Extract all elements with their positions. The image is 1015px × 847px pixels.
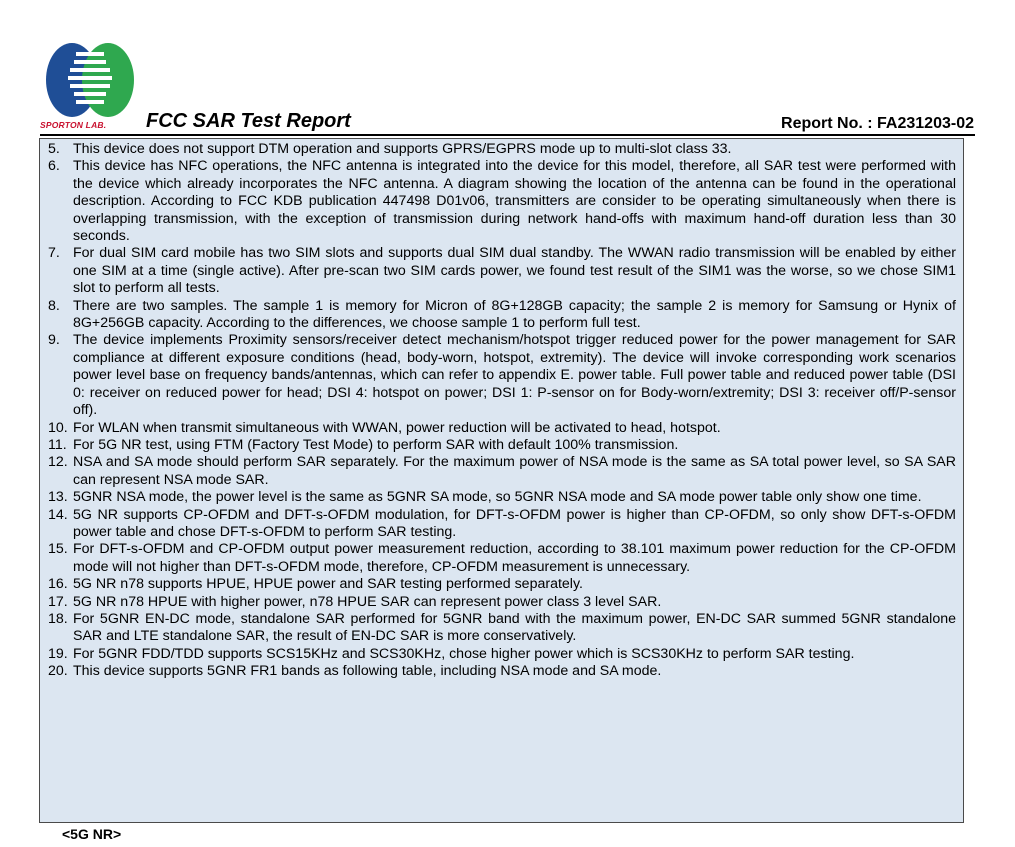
note-text: This device has NFC operations, the NFC antenna is integrated into the device for this model, therefore, all SAR test were performed with the device which already incorporates the NFC antenna. A diagram showing the location of the antenna can be found in the operational description. According to FCC KDB publication 447498 D01v06, transmitters are consider to be operating simultaneously when there is overlapping transmission, with the exception of transmission during network hand-offs with maximum hand-off duration less than 30 seconds. <box>73 158 956 245</box>
note-number: 13. <box>48 489 68 506</box>
note-item <box>48 576 956 593</box>
note-number: 15. <box>48 541 68 558</box>
note-number: 10. <box>48 419 68 436</box>
note-text: 5GNR NSA mode, the power level is the same as 5GNR SA mode, so 5GNR NSA mode and SA mode power table only show one time. <box>73 489 922 506</box>
note-text: 5G NR supports CP-OFDM and DFT-s-OFDM modulation, for DFT-s-OFDM power is higher than CP-OFDM, so only show DFT-s-OFDM power table and chose DFT-s-OFDM to perform SAR testing. <box>73 506 956 540</box>
note-item <box>48 158 956 245</box>
note-text: This device does not support DTM operation and supports GPRS/EGPRS mode up to multi-slot class 33. <box>73 141 732 157</box>
note-text: For WLAN when transmit simultaneous with WWAN, power reduction will be activated to head, hotspot. <box>73 419 721 436</box>
note-text: 5G NR n78 HPUE with higher power, n78 HPUE SAR can represent power class 3 level SAR. <box>73 593 662 610</box>
note-text: For dual SIM card mobile has two SIM slots and supports dual SIM dual standby. The WWAN radio transmission will be enabled by either one SIM at a time (single active). After pre-scan two SIM cards power, we found test result of the SIM1 was the worse, so we chose SIM1 slot to perform all tests. <box>73 245 956 297</box>
note-text: For 5GNR FDD/TDD supports SCS15KHz and SCS30KHz, chose higher power which is SCS30KHz to perform SAR testing. <box>73 645 855 662</box>
note-text: For 5G NR test, using FTM (Factory Test Mode) to perform SAR with default 100% transmission. <box>73 436 679 453</box>
note-number: 5. <box>48 141 60 157</box>
note-text: There are two samples. The sample 1 is memory for Micron of 8G+128GB capacity; the sample 2 is memory for Samsung or Hynix of 8G+256GB capacity. According to the differences, we choose sample 1 to perform full test. <box>73 297 956 332</box>
note-item <box>48 507 956 542</box>
notes-box <box>39 138 964 823</box>
note-text: The device implements Proximity sensors/receiver detect mechanism/hotspot trigger reduced power for the power management for SAR compliance at different exposure conditions (head, body-worn, hotspot, extremity). The device will invoke corresponding work scenarios power level base on frequency bands/antennas, which can refer to appendix E. power table. Full power table and reduced power table (DSI 0: receiver on reduced power for head; DSI 4: hotspot on power; DSI 1: P-sensor on for Body-worn/extremity; DSI 3: receiver off/P-sensor off). <box>73 332 956 419</box>
note-item <box>48 489 956 506</box>
note-number: 16. <box>48 576 68 593</box>
note-item <box>48 298 956 333</box>
note-number: 20. <box>48 663 68 680</box>
note-item <box>48 332 956 419</box>
note-text: For DFT-s-OFDM and CP-OFDM output power measurement reduction, according to 38.101 maximum power reduction for the CP-OFDM mode will not higher than DFT-s-OFDM mode, therefore, CP-OFDM measurement is unnecessary. <box>73 541 956 575</box>
note-text: NSA and SA mode should perform SAR separately. For the maximum power of NSA mode is the same as SA total power level, so SA SAR can represent NSA mode SAR. <box>73 454 956 488</box>
note-number: 18. <box>48 610 68 627</box>
note-text: For 5GNR EN-DC mode, standalone SAR performed for 5GNR band with the maximum power, EN-DC SAR summed 5GNR standalone SAR and LTE standalone SAR, the result of EN-DC SAR is more conservatively. <box>73 610 956 645</box>
report-number: Report No. : FA231203-02 <box>781 115 974 132</box>
note-item <box>48 420 956 437</box>
section-label: <5G NR> <box>62 826 122 842</box>
note-number: 14. <box>48 506 68 523</box>
note-item <box>48 437 956 454</box>
note-item <box>48 245 956 297</box>
note-item <box>48 611 956 646</box>
note-item <box>48 594 956 611</box>
logo-text: SPORTON LAB. <box>40 120 107 130</box>
note-number: 11. <box>48 436 67 453</box>
note-number: 19. <box>48 645 68 662</box>
note-number: 6. <box>48 158 60 175</box>
note-text: This device supports 5GNR FR1 bands as following table, including NSA mode and SA mode. <box>73 663 662 680</box>
header-rule <box>40 134 975 136</box>
note-item <box>48 646 956 663</box>
note-item <box>48 454 956 489</box>
note-item <box>48 541 956 576</box>
note-number: 12. <box>48 454 68 471</box>
note-text: 5G NR n78 supports HPUE, HPUE power and SAR testing performed separately. <box>73 576 583 593</box>
note-number: 8. <box>48 297 60 314</box>
notes-list <box>48 141 956 681</box>
note-number: 9. <box>48 332 60 349</box>
note-number: 17. <box>48 593 68 610</box>
note-item <box>48 141 956 158</box>
note-item <box>48 663 956 680</box>
note-number: 7. <box>48 245 60 262</box>
report-title: FCC SAR Test Report <box>146 110 351 132</box>
